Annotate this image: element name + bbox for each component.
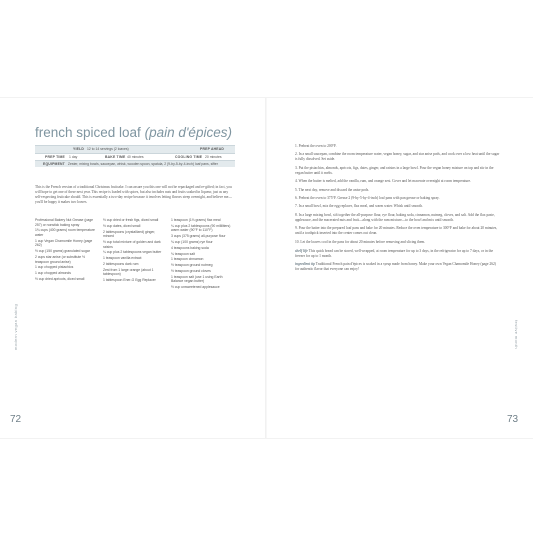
yield-label: YIELD [73, 147, 84, 151]
cooling-time-label: COOLING TIME [175, 154, 203, 159]
recipe-step: 8. In a large mixing bowl, sift together the all-purpose flour, rye flour, baking soda, cinnamon, nutmeg, cloves, and salt. Add the flax paste, applesauce, and the macerated nuts and fruit—along with the rum mixture—to the bowl and mix until smooth. [295, 212, 495, 222]
ingredient-item: ½ cup dates, diced small [103, 223, 141, 228]
page-number-right: 73 [507, 414, 519, 425]
bake-time-value: 40 minutes [127, 154, 144, 159]
note-shelf-life [295, 249, 500, 259]
info-row-equipment [35, 160, 235, 167]
steps-list [295, 144, 500, 245]
info-row-times [35, 153, 235, 161]
ingredient-item: Professional Bakery Nut Grease (page 257) or nonstick baking spray [35, 218, 94, 227]
note-shelf-life-label: shelf life [295, 248, 308, 253]
ingredient-item: 2 tablespoons dark rum [103, 261, 139, 266]
recipe-step: 10. Let the loaves cool in the pans for about 20 minutes before removing and slicing them. [295, 239, 426, 244]
recipe-steps [295, 144, 500, 275]
recipe-title-text: french spiced loaf [35, 125, 141, 140]
ingredients-column-3 [171, 218, 233, 291]
equipment-label: EQUIPMENT [43, 162, 65, 167]
note-ingredient-tip-label: ingredient tip [295, 261, 315, 266]
ingredients-column-2 [103, 218, 165, 284]
recipe-step: 1. Preheat the oven to 200°F. [295, 144, 337, 148]
ingredient-item: 3 cups (375 grams) all-purpose flour [171, 234, 226, 239]
note-ingredient-tip [295, 262, 500, 272]
info-row-yield [35, 145, 235, 153]
ingredient-item: Zest from 1 large orange (about 1 tablespoon) [103, 267, 154, 277]
recipe-step: 4. When the butter is melted, add the vanilla, rum, and orange zest. Cover and let macerate overnight at room temperature. [295, 179, 471, 184]
ingredient-item: ½ cup (150 grams) granulated sugar [35, 249, 90, 254]
ingredient-item: 1 cup chopped almonds [35, 271, 72, 276]
prep-time-label: PREP TIME [45, 154, 66, 159]
recipe-step: 5. The next day, remove and discard the anise pods. [295, 187, 370, 192]
ingredient-item: ½ teaspoon ground nutmeg [171, 263, 213, 268]
bake-time-label: BAKE TIME [105, 154, 126, 159]
section-label-left: modern vegan baking [13, 303, 18, 350]
recipe-step: 3. Put the pistachios, almonds, apricots, figs, dates, ginger, and raisins in a large bowl. Pour the vegan honey mixture on top and stir in the vegan butter until it melts. [295, 165, 494, 175]
ingredient-item: ¾ cup (100 grams) rye flour [171, 239, 213, 244]
ingredient-item: 1¾ cups (400 grams) room temperature water [35, 228, 95, 237]
right-page [267, 98, 533, 438]
recipe-intro: This is the French version of a traditional Christmas fruitcake. I can assure you this one will not be repackaged and re-gifted; in fact, you will hope to get one of these next year. This recipe is loaded with spices, but also includes nuts and fruits soaked in liqueur, just as any self-respecting fruitcake should. This is essentially a two-day recipe because it involves letting flavors steep overnight, and believe me—you'll be happy it makes two loaves. [35, 185, 232, 204]
note-ingredient-tip-text: Traditional French pain d'épices is soaked in a syrup made from honey. Make your own Vegan Chamomile Honey (page 262) for authentic flavor that everyone can enjoy! [295, 261, 496, 271]
ingredient-item: 1 teaspoon cinnamon [171, 257, 204, 262]
note-shelf-life-text: This quick bread can be stored, well-wrapped, at room temperature for up to 3 days, in the refrigerator for up to 7 days, or in the freezer for up to 1 month. [295, 248, 494, 258]
ingredient-item: 1 cup chopped pistachios [35, 265, 74, 270]
ingredient-item: 1 teaspoon vanilla extract [103, 256, 142, 261]
page-number-left: 72 [10, 414, 22, 425]
ingredient-item: 1 teaspoon (1⅛ grams) flax meal [171, 218, 221, 222]
ingredient-item: 2 cups star anise (or substitute ½ teaspoon ground anise) [35, 254, 85, 264]
ingredient-item: ½ cup dried apricots, diced small [35, 276, 85, 281]
left-page [0, 98, 266, 438]
recipe-step: 2. In a small saucepan, combine the room temperature water, vegan honey, sugar, and star anise pods, and cook over a low heat until the sugar is fully dissolved. Set aside. [295, 152, 500, 162]
ingredient-item: ¼ cup plus 2 tablespoons (90 milliliters) warm water (90°F to 110°F) [171, 223, 231, 233]
recipe-title-alt: (pain d'épices) [144, 125, 232, 140]
section-label-right: festive month [514, 320, 519, 349]
prep-time-value: 1 day [69, 154, 78, 159]
recipe-step: 6. Preheat the oven to 375°F. Grease 2 (9-by-5-by-4-inch) loaf pans with pan grease or baking spray. [295, 195, 440, 200]
ingredient-item: 4 teaspoons baking soda [171, 245, 209, 250]
equipment-value: Zester, mixing bowls, saucepan, whisk, wooden spoon, spatula, 2 (9-by-5-by-4-inch) loaf pans, sifter [67, 162, 218, 167]
prep-ahead-label: PREP AHEAD [200, 147, 225, 151]
recipe-step: 9. Pour the batter into the prepared loaf pans and bake for 20 minutes. Reduce the oven temperature to 300°F and bake for about 20 minutes, until a toothpick inserted into the center comes out clean. [295, 226, 498, 236]
recipe-title [35, 125, 245, 140]
ingredient-item: 1 teaspoon salt (use 1 using Earth Balance vegan butter) [171, 274, 223, 284]
ingredient-item: ¼ cup plus 2 tablespoons vegan butter [103, 250, 162, 255]
ingredient-item: ½ cup unsweetened applesauce [171, 285, 220, 289]
yield-value: 12 to 14 servings (2 loaves) [87, 147, 129, 151]
recipe-step: 7. In a small bowl, mix the egg replacer, flax meal, and warm water. Whisk until smooth. [295, 204, 423, 209]
ingredient-item: ¾ teaspoon salt [171, 251, 195, 256]
ingredient-item: ½ cup total mixture of golden and dark raisins [103, 239, 161, 249]
ingredient-item: 2 tablespoons (crystallized) ginger, minced [103, 229, 156, 239]
ingredient-item: 1 cup Vegan Chamomile Honey (page 262) [35, 238, 93, 248]
recipe-info-table [35, 145, 235, 167]
ingredient-item: 1 tablespoon Ener-G Egg Replacer [103, 278, 156, 283]
ingredient-item: ½ teaspoon ground cloves [171, 268, 211, 273]
cooling-time-value: 20 minutes [205, 154, 222, 159]
ingredients-column-1 [35, 218, 97, 283]
book-spread [0, 97, 533, 439]
ingredient-item: ½ cup dried or fresh figs, diced small [103, 218, 159, 222]
